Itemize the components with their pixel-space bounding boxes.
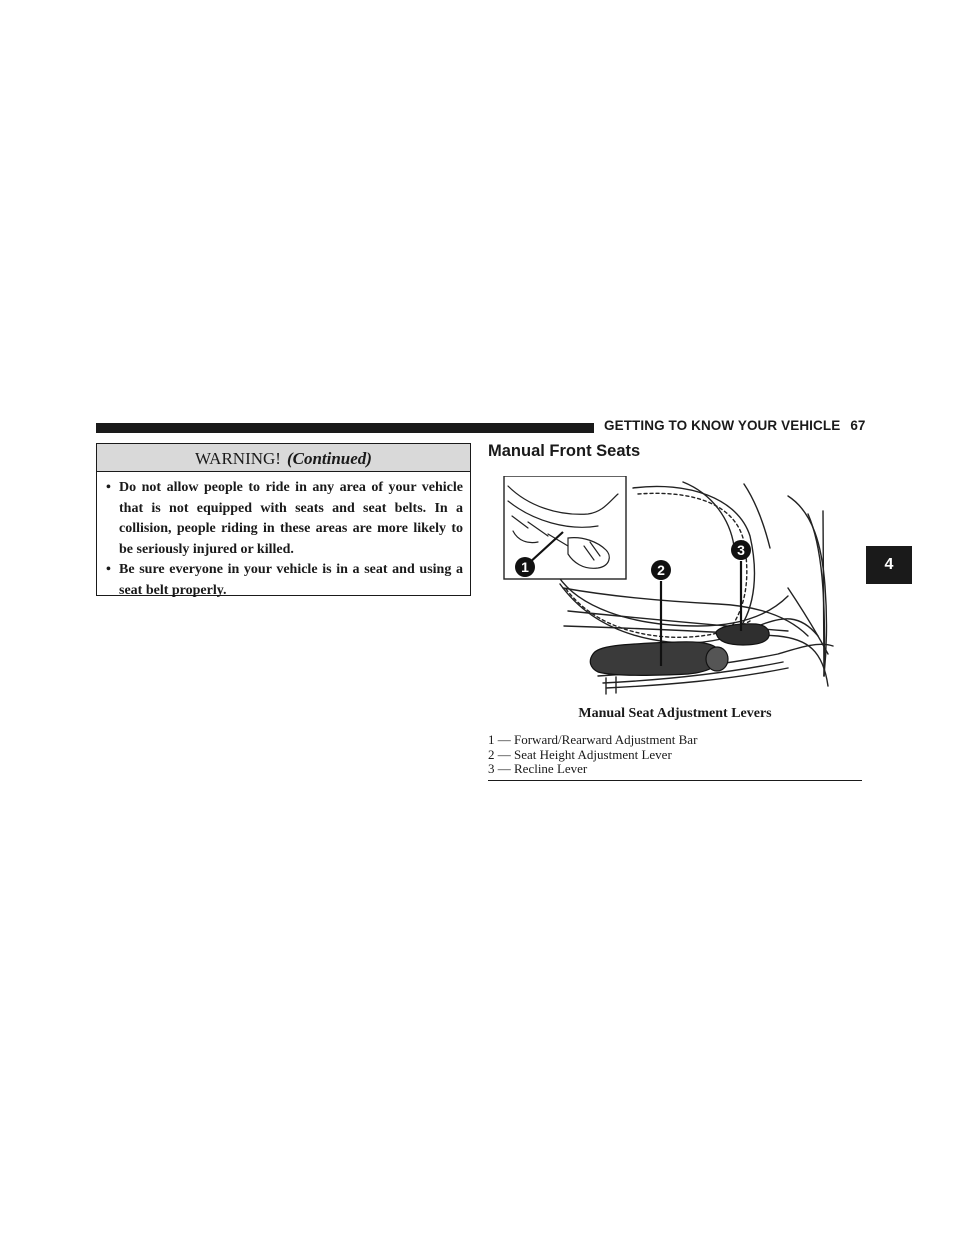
warning-continued: (Continued) [286,449,372,468]
legend-item: 2 — Seat Height Adjustment Lever [488,746,672,762]
bullet-icon: • [106,562,111,577]
running-header [604,418,866,433]
adjustment-handles [590,624,769,676]
section-heading: Manual Front Seats [488,442,641,460]
legend-item: 3 — Recline Lever [488,761,588,776]
callout-1 [515,557,535,577]
callout-label-1: 1 [521,559,529,575]
warning-item [106,560,463,601]
seat-illustration [488,476,862,702]
chapter-tab: 4 [866,546,912,584]
recline-lever-shape [716,624,769,645]
page-number: 67 [850,418,866,433]
figure-legend [488,733,862,781]
figure-caption: Manual Seat Adjustment Levers [578,706,772,721]
warning-item-text: Do not allow people to ride in any area of your vehicle that is not equipped with seats and seat belts. In a collision, people riding in these areas are more likely to be seriously injured or killed. [119,480,463,557]
callout-3 [731,540,751,560]
warning-label: WARNING! [195,449,281,468]
header-rule [96,423,594,433]
callout-label-2: 2 [657,562,665,578]
warning-title [97,444,470,472]
warning-item-text: Be sure everyone in your vehicle is in a seat and using a seat belt properly. [119,562,463,598]
warning-box [96,443,471,596]
header-section-title: GETTING TO KNOW YOUR VEHICLE [604,418,841,433]
lever-knob-shape [706,647,728,671]
seat-height-lever-shape [590,642,721,675]
warning-item [106,478,463,560]
callout-label-3: 3 [737,542,745,558]
legend-item: 1 — Forward/Rearward Adjustment Bar [488,732,698,747]
warning-list [97,472,470,601]
callout-2 [651,560,671,580]
bullet-icon: • [106,480,111,495]
